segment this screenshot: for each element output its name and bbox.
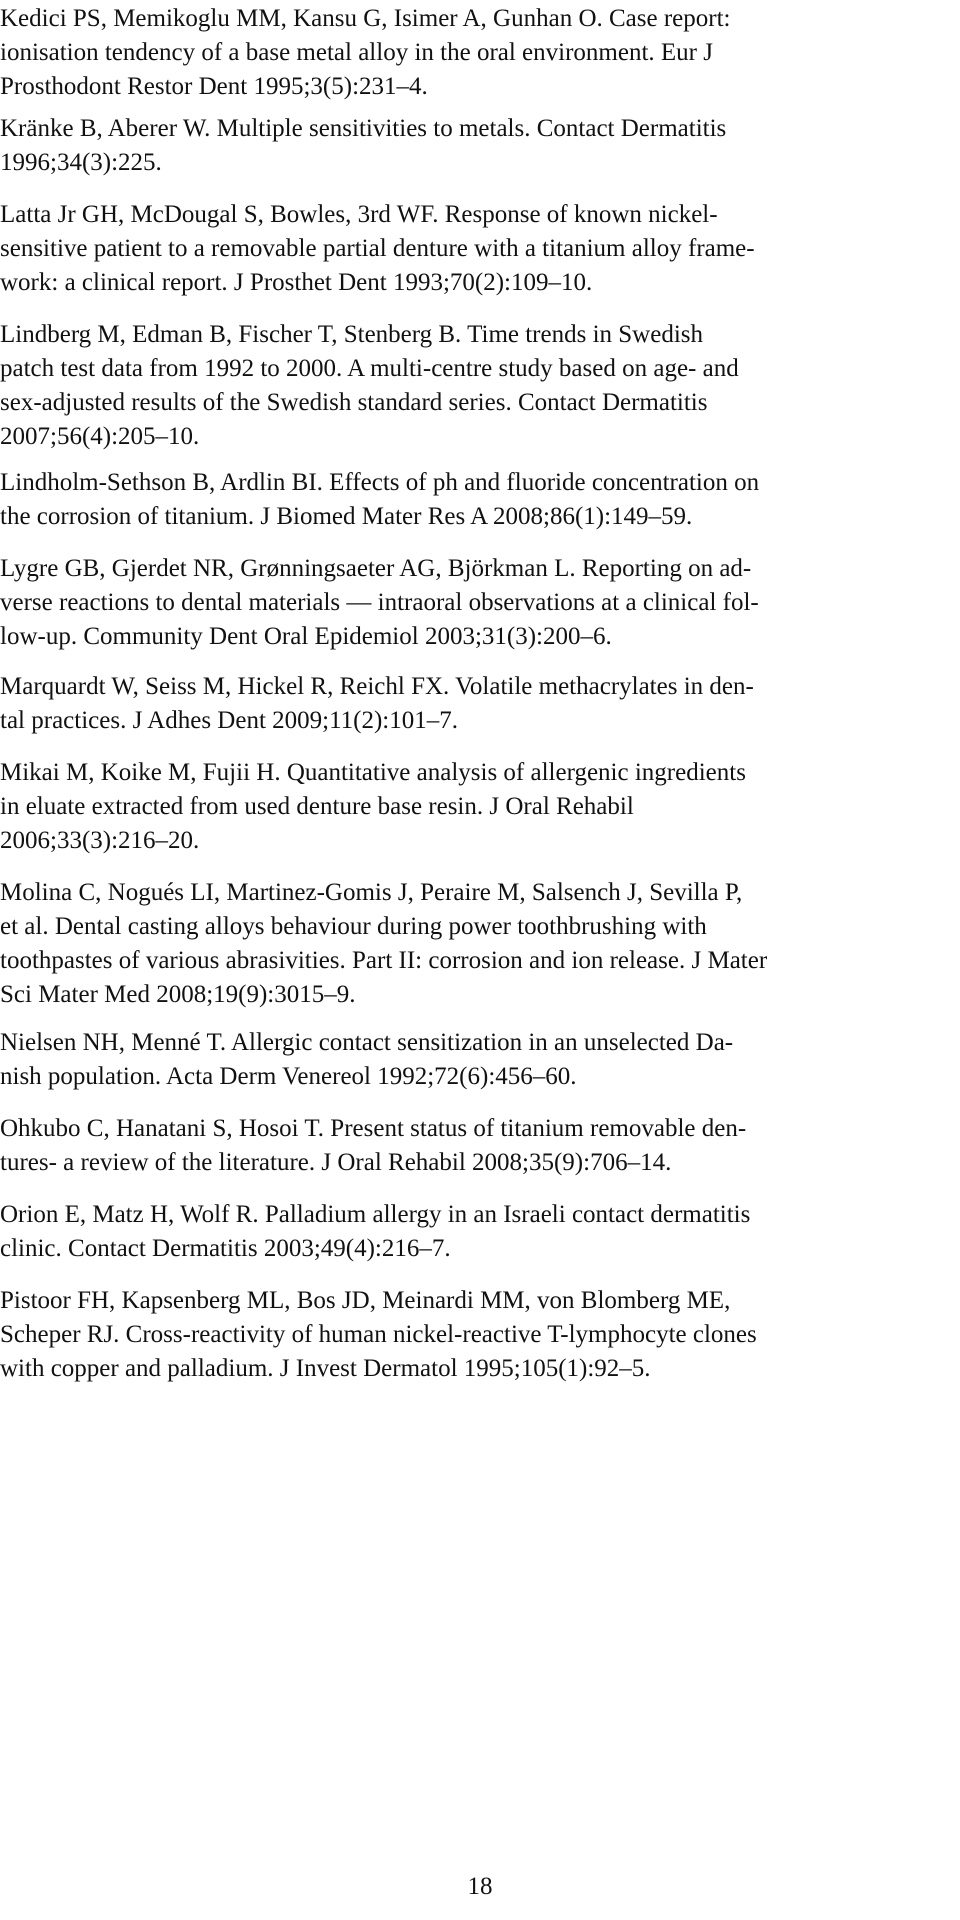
reference-item xyxy=(0,1112,960,1180)
reference-line: Lindberg M, Edman B, Fischer T, Stenberg B. Time trends in Swedish xyxy=(0,321,704,348)
reference-item xyxy=(0,670,960,738)
page-number: 18 xyxy=(467,1873,493,1900)
reference-line: tures- a review of the literature. J Oral Rehabil 2008;35(9):706–14. xyxy=(0,1149,672,1176)
reference-line: Marquardt W, Seiss M, Hickel R, Reichl FX. Volatile methacrylates in den- xyxy=(0,673,754,700)
reference-line: verse reactions to dental materials — intraoral observations at a clinical fol- xyxy=(0,589,759,616)
reference-line: Kedici PS, Memikoglu MM, Kansu G, Isimer A, Gunhan O. Case report: xyxy=(0,5,731,32)
reference-item xyxy=(0,552,960,654)
reference-line: ionisation tendency of a base metal alloy in the oral environment. Eur J xyxy=(0,39,713,66)
reference-item xyxy=(0,1198,960,1266)
reference-item xyxy=(0,876,960,1012)
reference-line: tal practices. J Adhes Dent 2009;11(2):101–7. xyxy=(0,707,459,734)
reference-item xyxy=(0,2,960,104)
reference-item xyxy=(0,1026,960,1094)
reference-line: 2007;56(4):205–10. xyxy=(0,423,200,450)
reference-item xyxy=(0,756,960,858)
reference-line: Mikai M, Koike M, Fujii H. Quantitative analysis of allergenic ingredients xyxy=(0,759,746,786)
reference-item xyxy=(0,198,960,300)
reference-line: 2006;33(3):216–20. xyxy=(0,827,200,854)
reference-line: sex-adjusted results of the Swedish standard series. Contact Dermatitis xyxy=(0,389,708,416)
reference-line: toothpastes of various abrasivities. Part II: corrosion and ion release. J Mater xyxy=(0,947,768,974)
reference-line: et al. Dental casting alloys behaviour during power toothbrushing with xyxy=(0,913,707,940)
reference-line: work: a clinical report. J Prosthet Dent 1993;70(2):109–10. xyxy=(0,269,593,296)
reference-line: Orion E, Matz H, Wolf R. Palladium allergy in an Israeli contact dermatitis xyxy=(0,1201,751,1228)
reference-line: patch test data from 1992 to 2000. A multi-centre study based on age- and xyxy=(0,355,739,382)
reference-line: with copper and palladium. J Invest Dermatol 1995;105(1):92–5. xyxy=(0,1355,651,1382)
reference-line: in eluate extracted from used denture base resin. J Oral Rehabil xyxy=(0,793,634,820)
reference-line: Prosthodont Restor Dent 1995;3(5):231–4. xyxy=(0,73,428,100)
reference-line: Ohkubo C, Hanatani S, Hosoi T. Present status of titanium removable den- xyxy=(0,1115,747,1142)
reference-line: Scheper RJ. Cross-reactivity of human nickel-reactive T-lymphocyte clones xyxy=(0,1321,757,1348)
reference-line: sensitive patient to a removable partial denture with a titanium alloy frame- xyxy=(0,235,755,262)
reference-line: clinic. Contact Dermatitis 2003;49(4):216–7. xyxy=(0,1235,451,1262)
reference-line: Sci Mater Med 2008;19(9):3015–9. xyxy=(0,981,356,1008)
reference-item xyxy=(0,466,960,534)
reference-line: Molina C, Nogués LI, Martinez-Gomis J, Peraire M, Salsench J, Sevilla P, xyxy=(0,879,743,906)
reference-line: Pistoor FH, Kapsenberg ML, Bos JD, Meinardi MM, von Blomberg ME, xyxy=(0,1287,731,1314)
reference-line: Kränke B, Aberer W. Multiple sensitivities to metals. Contact Dermatitis xyxy=(0,115,727,142)
reference-line: nish population. Acta Derm Venereol 1992;72(6):456–60. xyxy=(0,1063,577,1090)
reference-line: Nielsen NH, Menné T. Allergic contact sensitization in an unselected Da- xyxy=(0,1029,734,1056)
reference-line: low-up. Community Dent Oral Epidemiol 2003;31(3):200–6. xyxy=(0,623,612,650)
reference-item xyxy=(0,318,960,454)
reference-line: Lygre GB, Gjerdet NR, Grønningsaeter AG, Björkman L. Reporting on ad- xyxy=(0,555,752,582)
reference-item xyxy=(0,1284,960,1386)
reference-line: Latta Jr GH, McDougal S, Bowles, 3rd WF. Response of known nickel- xyxy=(0,201,718,228)
reference-line: Lindholm-Sethson B, Ardlin BI. Effects of ph and fluoride concentration on xyxy=(0,469,760,496)
reference-line: the corrosion of titanium. J Biomed Mater Res A 2008;86(1):149–59. xyxy=(0,503,693,530)
reference-item xyxy=(0,112,960,180)
reference-line: 1996;34(3):225. xyxy=(0,149,162,176)
